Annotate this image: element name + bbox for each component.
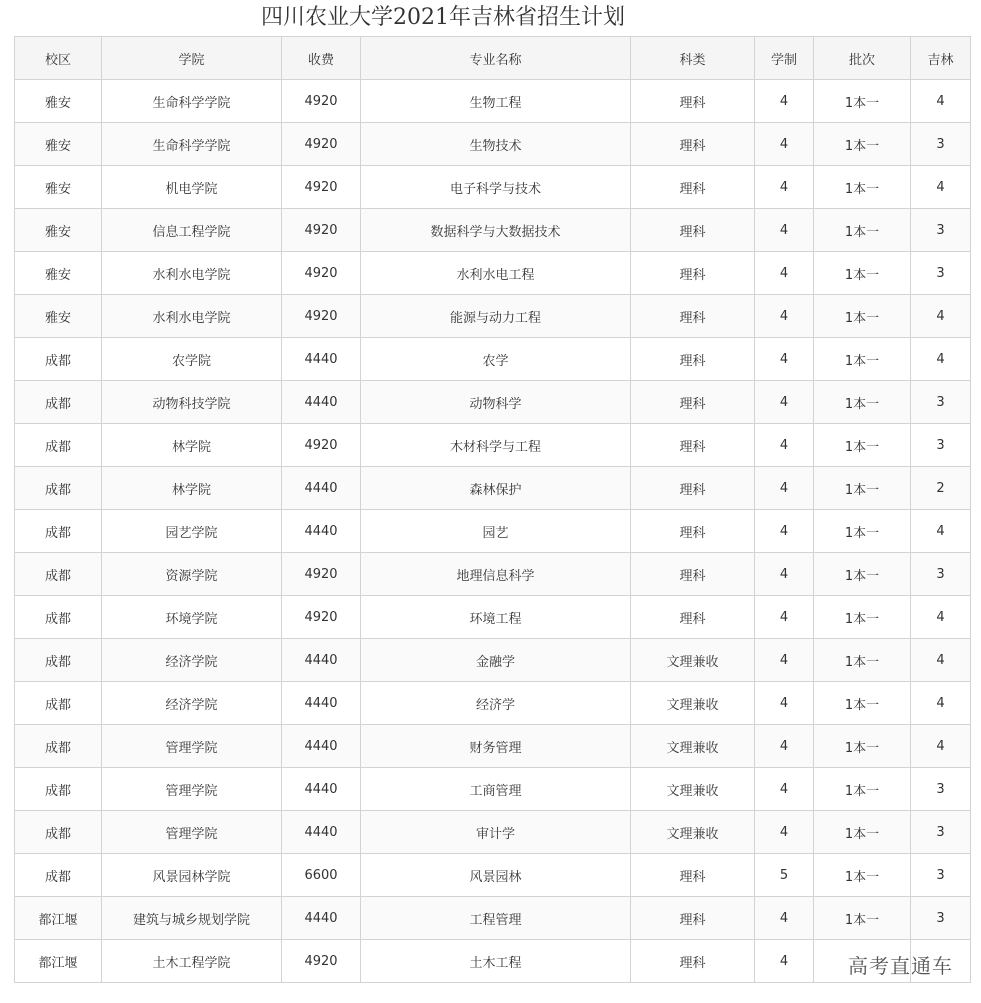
cell-campus: 都江堰: [15, 897, 102, 940]
cell-duration: 4: [755, 209, 814, 252]
cell-major: 地理信息科学: [361, 553, 631, 596]
cell-jilin-quota: 2: [911, 467, 971, 510]
cell-batch: 1本一: [814, 209, 911, 252]
cell-category: 文理兼收: [631, 811, 755, 854]
cell-fee: 4920: [282, 553, 361, 596]
cell-fee: 4920: [282, 252, 361, 295]
cell-jilin-quota: 3: [911, 811, 971, 854]
cell-category: 文理兼收: [631, 639, 755, 682]
cell-campus: 雅安: [15, 80, 102, 123]
cell-duration: 4: [755, 768, 814, 811]
header-category: 科类: [631, 37, 755, 80]
cell-campus: 成都: [15, 639, 102, 682]
cell-college: 水利水电学院: [102, 295, 282, 338]
cell-category: 理科: [631, 854, 755, 897]
cell-batch: 1本一: [814, 725, 911, 768]
cell-jilin-quota: 3: [911, 768, 971, 811]
cell-duration: 4: [755, 80, 814, 123]
cell-jilin-quota: 4: [911, 725, 971, 768]
cell-major: 木材科学与工程: [361, 424, 631, 467]
cell-fee: 4920: [282, 424, 361, 467]
table-row: [15, 596, 971, 639]
cell-fee: 4440: [282, 639, 361, 682]
cell-college: 管理学院: [102, 768, 282, 811]
cell-jilin-quota: 4: [911, 80, 971, 123]
cell-campus: 都江堰: [15, 940, 102, 983]
cell-category: 理科: [631, 209, 755, 252]
cell-fee: 4440: [282, 510, 361, 553]
cell-fee: 4440: [282, 811, 361, 854]
cell-fee: 4920: [282, 596, 361, 639]
header-fee: 收费: [282, 37, 361, 80]
header-row: [15, 37, 971, 80]
cell-campus: 雅安: [15, 295, 102, 338]
cell-fee: 4440: [282, 467, 361, 510]
cell-batch: 1本一: [814, 897, 911, 940]
cell-college: 管理学院: [102, 811, 282, 854]
cell-major: 土木工程: [361, 940, 631, 983]
cell-category: 理科: [631, 381, 755, 424]
cell-major: 工程管理: [361, 897, 631, 940]
cell-major: 森林保护: [361, 467, 631, 510]
cell-campus: 雅安: [15, 123, 102, 166]
cell-major: 农学: [361, 338, 631, 381]
cell-batch: 1本一: [814, 510, 911, 553]
cell-college: 经济学院: [102, 682, 282, 725]
cell-batch: 1本一: [814, 338, 911, 381]
cell-batch: 1本一: [814, 381, 911, 424]
table-row: [15, 768, 971, 811]
table-row: [15, 123, 971, 166]
cell-batch: 1本一: [814, 811, 911, 854]
cell-college: 农学院: [102, 338, 282, 381]
cell-batch: 1本一: [814, 295, 911, 338]
cell-duration: 4: [755, 596, 814, 639]
cell-college: 环境学院: [102, 596, 282, 639]
table-row: [15, 338, 971, 381]
cell-category: 理科: [631, 424, 755, 467]
cell-jilin-quota: 3: [911, 553, 971, 596]
cell-major: 环境工程: [361, 596, 631, 639]
cell-campus: 成都: [15, 381, 102, 424]
cell-college: 信息工程学院: [102, 209, 282, 252]
table-row: [15, 897, 971, 940]
cell-college: 水利水电学院: [102, 252, 282, 295]
table-row: [15, 510, 971, 553]
cell-category: 理科: [631, 897, 755, 940]
cell-college: 土木工程学院: [102, 940, 282, 983]
cell-major: 经济学: [361, 682, 631, 725]
cell-batch: 1本一: [814, 682, 911, 725]
cell-category: 理科: [631, 338, 755, 381]
cell-jilin-quota: 3: [911, 854, 971, 897]
table-row: [15, 166, 971, 209]
cell-jilin-quota: 3: [911, 209, 971, 252]
cell-batch: 1本一: [814, 424, 911, 467]
table-row: [15, 682, 971, 725]
cell-fee: 4440: [282, 381, 361, 424]
cell-major: 数据科学与大数据技术: [361, 209, 631, 252]
cell-campus: 雅安: [15, 252, 102, 295]
cell-jilin-quota: 3: [911, 123, 971, 166]
cell-jilin-quota: 4: [911, 166, 971, 209]
table-row: [15, 209, 971, 252]
table-row: [15, 553, 971, 596]
cell-category: 理科: [631, 295, 755, 338]
table-row: [15, 639, 971, 682]
cell-duration: 4: [755, 553, 814, 596]
cell-jilin-quota: 4: [911, 639, 971, 682]
cell-jilin-quota: 3: [911, 252, 971, 295]
cell-college: 风景园林学院: [102, 854, 282, 897]
cell-category: 理科: [631, 510, 755, 553]
cell-duration: 4: [755, 811, 814, 854]
table-row: [15, 940, 971, 983]
cell-duration: 4: [755, 897, 814, 940]
header-major: 专业名称: [361, 37, 631, 80]
cell-fee: 4440: [282, 725, 361, 768]
cell-jilin-quota: 4: [911, 682, 971, 725]
cell-campus: 成都: [15, 596, 102, 639]
cell-duration: 4: [755, 467, 814, 510]
cell-campus: 雅安: [15, 166, 102, 209]
cell-jilin-quota: 4: [911, 510, 971, 553]
cell-duration: 5: [755, 854, 814, 897]
table-row: [15, 295, 971, 338]
cell-fee: 4920: [282, 295, 361, 338]
cell-campus: 成都: [15, 682, 102, 725]
cell-campus: 成都: [15, 510, 102, 553]
table-header: [15, 37, 971, 80]
table-row: [15, 854, 971, 897]
cell-batch: 1本一: [814, 596, 911, 639]
cell-category: 理科: [631, 123, 755, 166]
header-campus: 校区: [15, 37, 102, 80]
cell-category: 理科: [631, 553, 755, 596]
cell-category: 文理兼收: [631, 768, 755, 811]
cell-category: 理科: [631, 80, 755, 123]
header-jilin-quota: 吉林: [911, 37, 971, 80]
cell-category: 文理兼收: [631, 725, 755, 768]
cell-campus: 成都: [15, 725, 102, 768]
cell-major: 生物技术: [361, 123, 631, 166]
cell-category: 理科: [631, 166, 755, 209]
table-row: [15, 725, 971, 768]
table-row: [15, 467, 971, 510]
cell-college: 机电学院: [102, 166, 282, 209]
cell-fee: 4440: [282, 768, 361, 811]
cell-major: 风景园林: [361, 854, 631, 897]
cell-major: 金融学: [361, 639, 631, 682]
cell-fee: 4440: [282, 897, 361, 940]
cell-jilin-quota: 3: [911, 381, 971, 424]
cell-major: 动物科学: [361, 381, 631, 424]
cell-college: 生命科学学院: [102, 123, 282, 166]
cell-fee: 4920: [282, 940, 361, 983]
cell-duration: 4: [755, 295, 814, 338]
cell-fee: 6600: [282, 854, 361, 897]
cell-duration: 4: [755, 252, 814, 295]
cell-duration: 4: [755, 639, 814, 682]
cell-jilin-quota: 3: [911, 424, 971, 467]
admission-plan-table: [14, 36, 971, 983]
header-college: 学院: [102, 37, 282, 80]
table-row: [15, 424, 971, 467]
cell-fee: 4920: [282, 166, 361, 209]
cell-campus: 雅安: [15, 209, 102, 252]
cell-college: 经济学院: [102, 639, 282, 682]
cell-batch: 1本一: [814, 123, 911, 166]
cell-college: 动物科技学院: [102, 381, 282, 424]
cell-batch: 1本一: [814, 639, 911, 682]
cell-fee: 4440: [282, 338, 361, 381]
cell-major: 能源与动力工程: [361, 295, 631, 338]
cell-campus: 成都: [15, 424, 102, 467]
cell-duration: 4: [755, 510, 814, 553]
cell-fee: 4440: [282, 682, 361, 725]
cell-batch: 1本一: [814, 80, 911, 123]
table-row: [15, 811, 971, 854]
cell-duration: 4: [755, 166, 814, 209]
cell-campus: 成都: [15, 854, 102, 897]
cell-category: 文理兼收: [631, 682, 755, 725]
table-body: [15, 80, 971, 983]
watermark-logo: 高考直通车: [848, 954, 953, 978]
cell-college: 林学院: [102, 467, 282, 510]
cell-major: 水利水电工程: [361, 252, 631, 295]
cell-category: 理科: [631, 940, 755, 983]
cell-fee: 4920: [282, 209, 361, 252]
cell-college: 生命科学学院: [102, 80, 282, 123]
header-duration: 学制: [755, 37, 814, 80]
header-batch: 批次: [814, 37, 911, 80]
cell-major: 生物工程: [361, 80, 631, 123]
cell-campus: 成都: [15, 811, 102, 854]
page-title: 四川农业大学2021年吉林省招生计划: [261, 5, 625, 30]
cell-college: 资源学院: [102, 553, 282, 596]
cell-duration: 4: [755, 725, 814, 768]
table-row: [15, 252, 971, 295]
cell-college: 园艺学院: [102, 510, 282, 553]
cell-major: 财务管理: [361, 725, 631, 768]
table-row: [15, 381, 971, 424]
cell-batch: 1本一: [814, 252, 911, 295]
cell-duration: 4: [755, 940, 814, 983]
cell-fee: 4920: [282, 80, 361, 123]
cell-major: 工商管理: [361, 768, 631, 811]
cell-batch: 1本一: [814, 166, 911, 209]
cell-major: 审计学: [361, 811, 631, 854]
cell-duration: 4: [755, 682, 814, 725]
cell-jilin-quota: 4: [911, 295, 971, 338]
cell-batch: 1本一: [814, 768, 911, 811]
cell-jilin-quota: 4: [911, 338, 971, 381]
cell-campus: 成都: [15, 338, 102, 381]
cell-college: 建筑与城乡规划学院: [102, 897, 282, 940]
cell-duration: 4: [755, 424, 814, 467]
cell-batch: 1本一: [814, 467, 911, 510]
cell-major: 园艺: [361, 510, 631, 553]
table-row: [15, 80, 971, 123]
cell-college: 管理学院: [102, 725, 282, 768]
cell-jilin-quota: 4: [911, 596, 971, 639]
cell-college: 林学院: [102, 424, 282, 467]
cell-jilin-quota: 3: [911, 897, 971, 940]
cell-batch: 1本一: [814, 854, 911, 897]
cell-campus: 成都: [15, 768, 102, 811]
cell-major: 电子科学与技术: [361, 166, 631, 209]
cell-category: 理科: [631, 467, 755, 510]
cell-campus: 成都: [15, 467, 102, 510]
cell-category: 理科: [631, 252, 755, 295]
cell-duration: 4: [755, 123, 814, 166]
cell-category: 理科: [631, 596, 755, 639]
cell-duration: 4: [755, 338, 814, 381]
cell-campus: 成都: [15, 553, 102, 596]
cell-duration: 4: [755, 381, 814, 424]
cell-batch: 1本一: [814, 553, 911, 596]
cell-fee: 4920: [282, 123, 361, 166]
